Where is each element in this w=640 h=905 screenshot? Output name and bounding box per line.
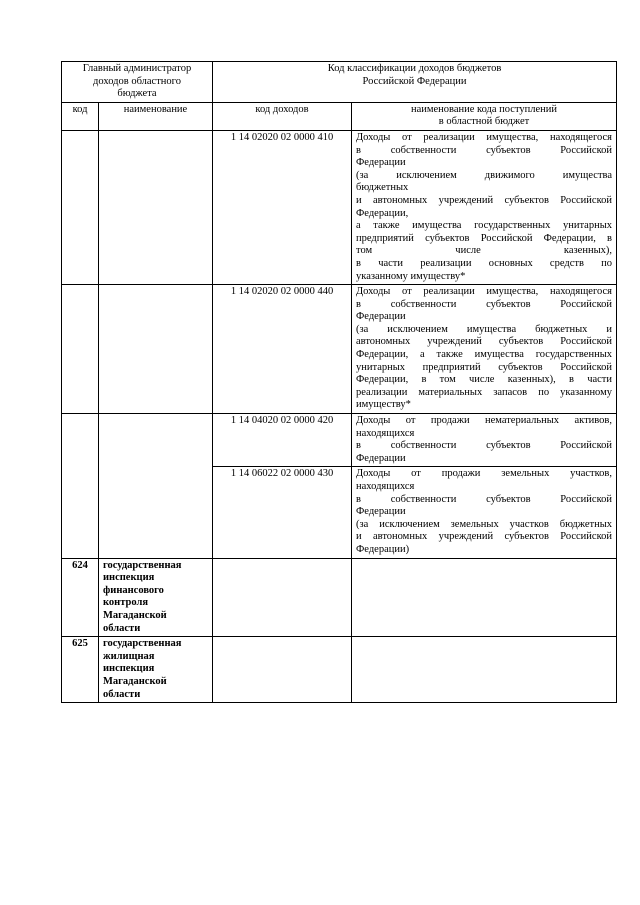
empty-cell <box>99 414 213 559</box>
empty-cell <box>99 285 213 414</box>
income-description: Доходы от реализации имущества, находящегося в собственности субъектов Российской Федерации (за исключением движимого имущества бюджетных и автономных учреждений субъектов Российской Федерации, а также имущества государственных унитарных предприятий субъектов Российской Федерации, в том числе казенных), в части реализации основных средств по указанному имуществу* <box>352 130 617 284</box>
revenue-classification-table <box>61 61 617 703</box>
header-row-1 <box>62 62 617 103</box>
empty-cell <box>62 130 99 284</box>
header-col-income-code: код доходов <box>213 102 352 130</box>
empty-cell <box>99 130 213 284</box>
admin-name: государственная жилищная инспекция Магаданской области <box>99 637 213 703</box>
empty-cell <box>352 637 617 703</box>
header-classification-group: Код классификации доходов бюджетов Российской Федерации <box>213 62 617 103</box>
header-admin-group: Главный администратор доходов областного бюджета <box>62 62 213 103</box>
income-description: Доходы от реализации имущества, находящегося в собственности субъектов Российской Федерации (за исключением имущества бюджетных и автономных учреждений субъектов Российской Федерации, а также имущества государственных унитарных предприятий субъектов Российской Федерации, в том числе казенных), в части реализации материальных запасов по указанному имуществу* <box>352 285 617 414</box>
admin-row <box>62 558 617 637</box>
header-col-name: наименование <box>99 102 213 130</box>
income-description: Доходы от продажи земельных участков, находящихся в собственности субъектов Российской Федерации (за исключением земельных участков бюджетных и автономных учреждений субъектов Российской Федерации) <box>352 467 617 558</box>
empty-cell <box>62 414 99 559</box>
empty-cell <box>213 637 352 703</box>
income-description: Доходы от продажи нематериальных активов, находящихся в собственности субъектов Российской Федерации <box>352 414 617 467</box>
table-row <box>62 130 617 284</box>
empty-cell <box>213 558 352 637</box>
income-code: 1 14 04020 02 0000 420 <box>213 414 352 467</box>
income-code: 1 14 02020 02 0000 440 <box>213 285 352 414</box>
empty-cell <box>352 558 617 637</box>
admin-code: 624 <box>62 558 99 637</box>
table-row <box>62 285 617 414</box>
header-row-2 <box>62 102 617 130</box>
empty-cell <box>62 285 99 414</box>
admin-code: 625 <box>62 637 99 703</box>
table-row <box>62 414 617 467</box>
header-col-code: код <box>62 102 99 130</box>
admin-name: государственная инспекция финансового контроля Магаданской области <box>99 558 213 637</box>
admin-row <box>62 637 617 703</box>
header-col-income-name: наименование кода поступлений в областной бюджет <box>352 102 617 130</box>
income-code: 1 14 06022 02 0000 430 <box>213 467 352 558</box>
income-code: 1 14 02020 02 0000 410 <box>213 130 352 284</box>
